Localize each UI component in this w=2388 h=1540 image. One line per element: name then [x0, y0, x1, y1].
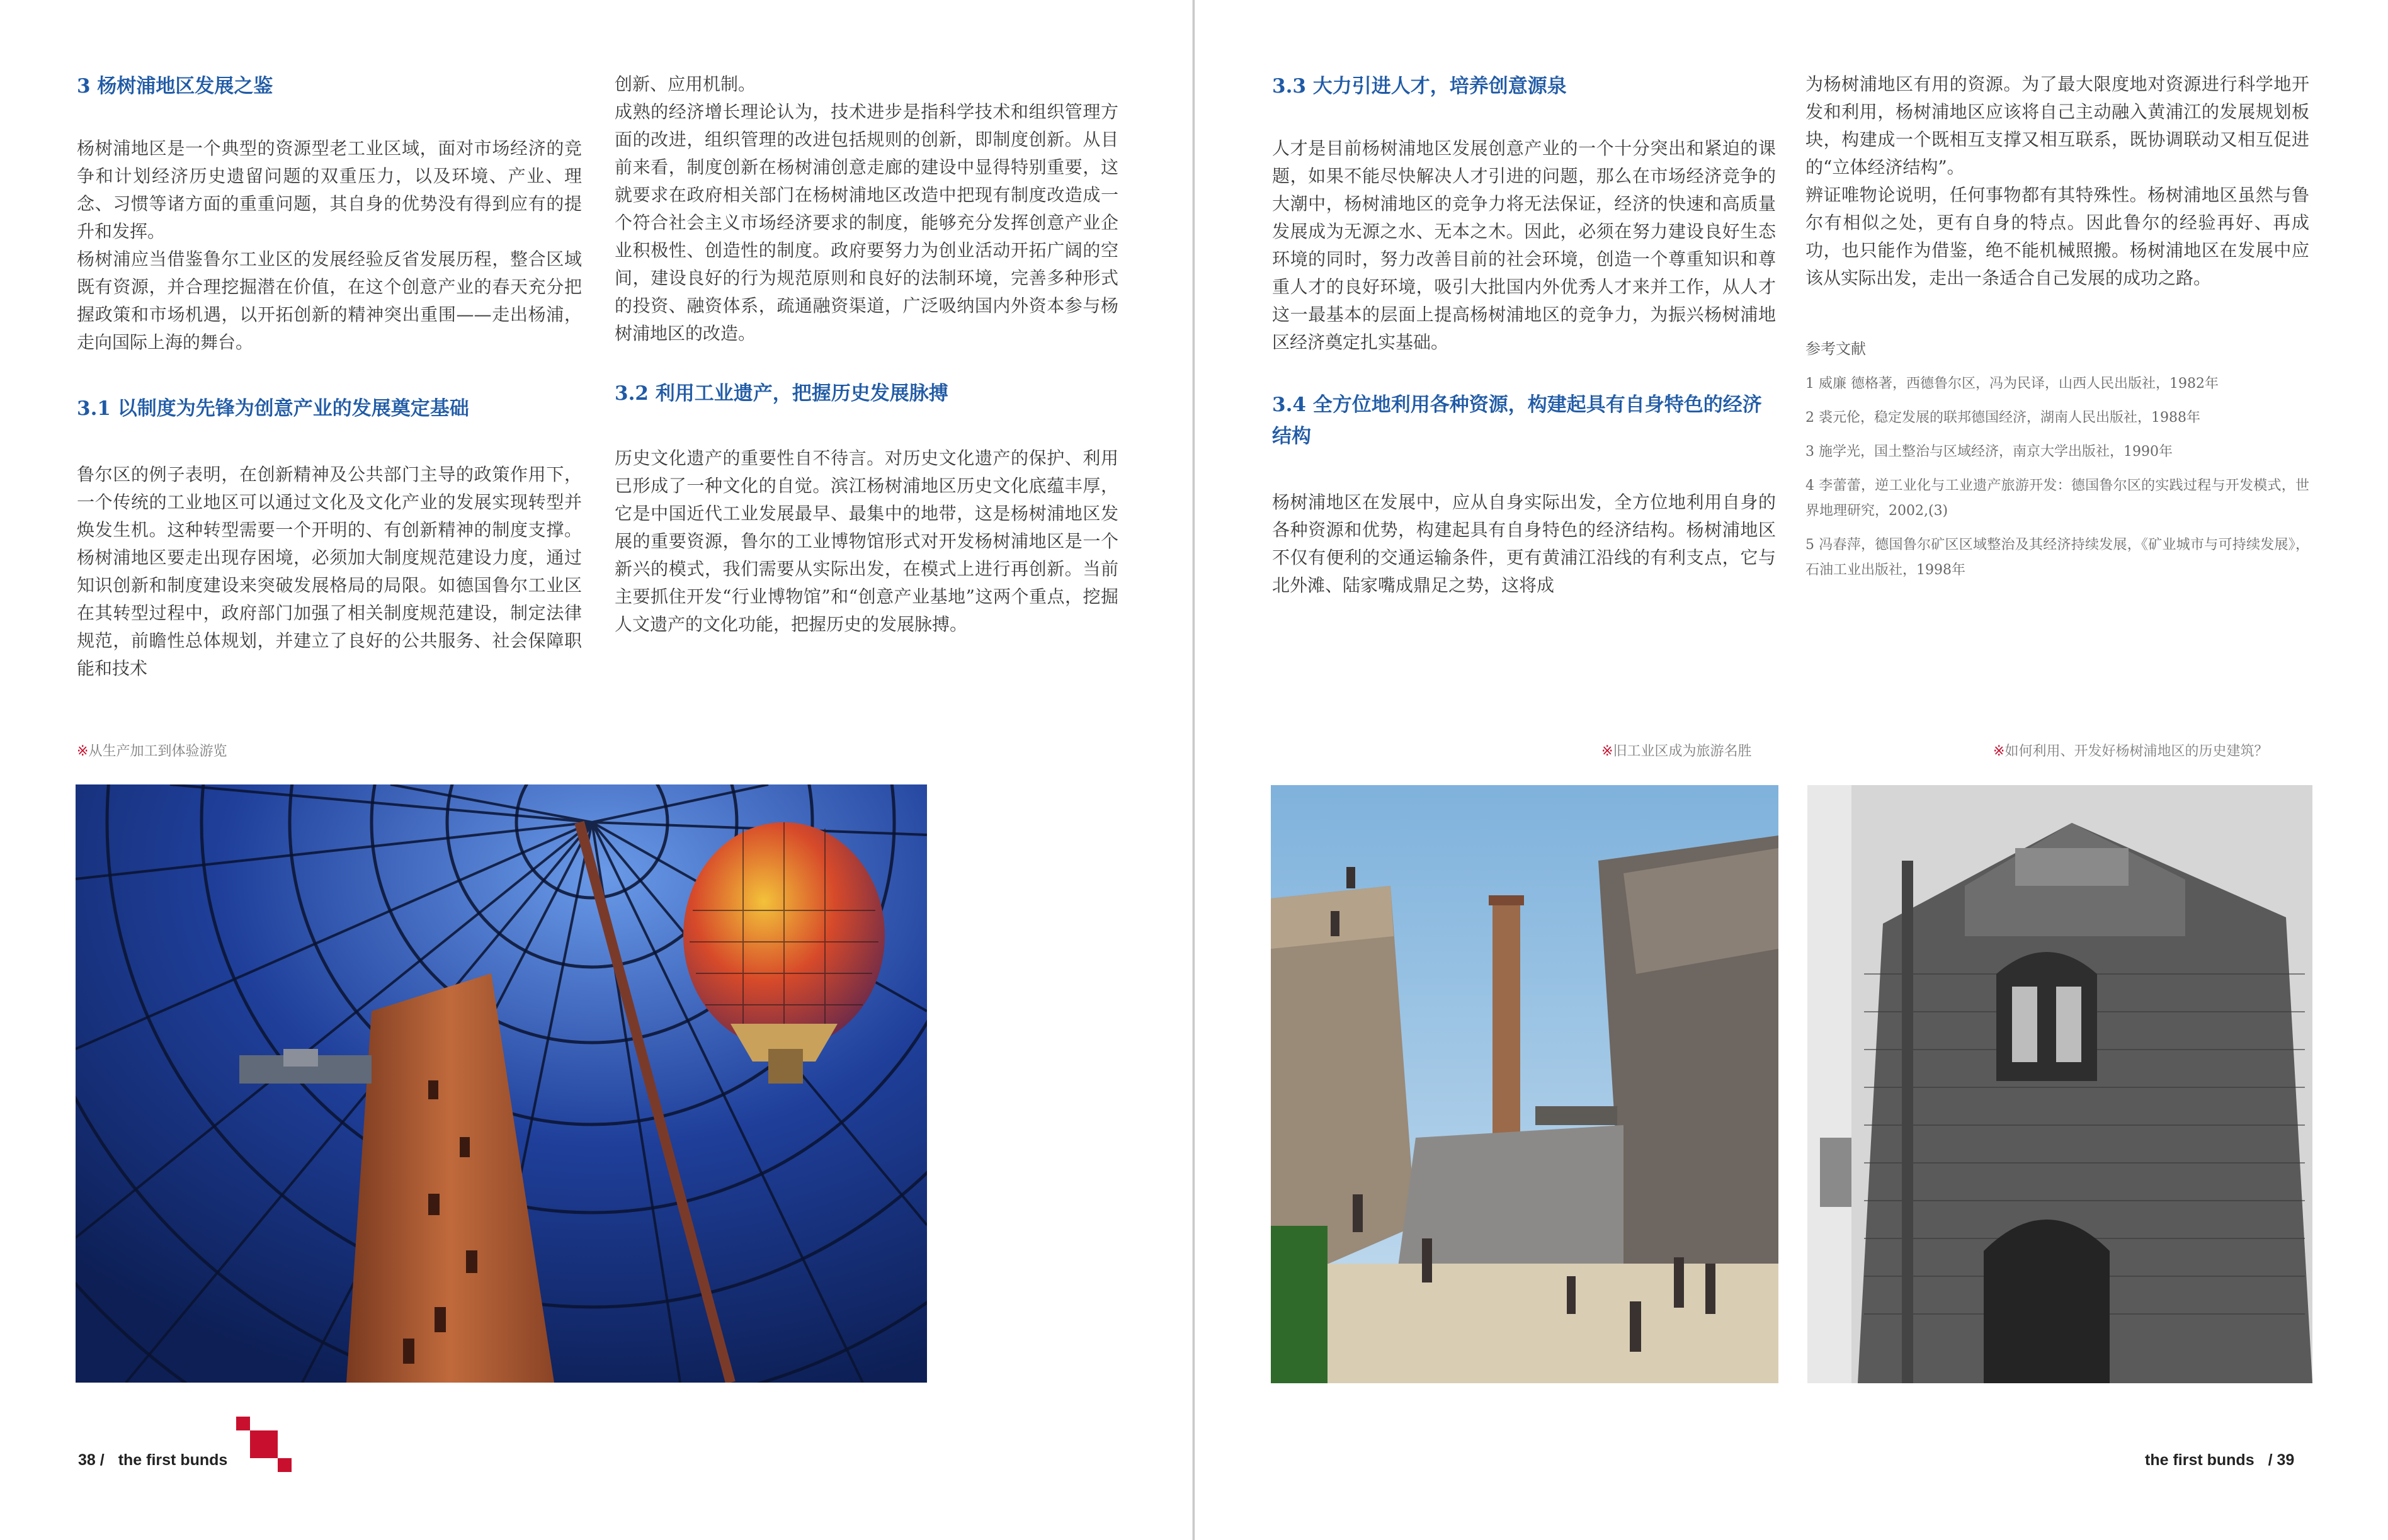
left-column-1 [77, 71, 582, 682]
column-2-lead-line: 创新、应用机制。 [615, 74, 756, 94]
photo-industrial-ruins-tourists [1271, 785, 1778, 1383]
reference-item: 2 裘元伦，稳定发展的联邦德国经济，湖南人民出版社，1988年 [1805, 410, 2200, 426]
right-folio: the first bunds / 39 [2145, 1451, 2295, 1469]
references-title: 参考文献 [1805, 340, 1866, 358]
section-3-3-heading: 3.3 大力引进人才，培养创意源泉 [1272, 75, 1567, 98]
section-3-2-heading: 3.2 利用工业遗产，把握历史发展脉搏 [615, 382, 948, 405]
section-3-1-paragraph: 鲁尔区的例子表明，在创新精神及公共部门主导的政策作用下，一个传统的工业地区可以通过文化及文化产业的发展实现转型并焕发生机。这种转型需要一个开明的、有创新精神的制度支撑。杨树浦地区要走出现存困境，必须加大制度规范建设力度，通过知识创新和制度建设来突破发展格局的局限。如德国鲁尔工业区在其转型过程中，政府部门加强了相关制度规范建设，制定法律规范，前瞻性总体规划，并建立了良好的公共服务、社会保障职能和技术 [77, 464, 582, 679]
section-3-3-paragraph: 人才是目前杨树浦地区发展创意产业的一个十分突出和紧迫的课题，如果不能尽快解决人才引进的问题，那么在市场经济竞争的大潮中，杨树浦地区的竞争力将无法保证，经济的快速和高质量发展成为无源之水、无本之木。因此，必须在努力建设良好生态环境的同时，努力改善目前的社会环境，创造一个尊重知识和尊重人才的良好环境，吸引大批国内外优秀人才来并工作，从人才这一最基本的层面上提高杨树浦地区的竞争力，为振兴杨树浦地区经济奠定扎实基础。 [1272, 138, 1776, 353]
reference-item: 1 威廉 德格著，西德鲁尔区，冯为民译，山西人民出版社，1982年 [1805, 376, 2219, 392]
section-3-paragraph-1: 杨树浦地区是一个典型的资源型老工业区域，面对市场经济的竞争和计划经济历史遗留问题的双重压力，以及环境、产业、理念、习惯等诸方面的重重问题，其自身的优势没有得到应有的提升和发挥。 [77, 138, 582, 242]
dialectic-paragraph: 辨证唯物论说明，任何事物都有其特殊性。杨树浦地区虽然与鲁尔有相似之处，更有自身的特点。因此鲁尔的经验再好、再成功，也只能作为借鉴，绝不能机械照搬。杨树浦地区在发展中应该从实际出发，走出一条适合自己发展的成功之路。 [1805, 184, 2309, 288]
reference-item: 4 李蕾蕾，逆工业化与工业遗产旅游开发：德国鲁尔区的实践过程与开发模式，世界地理研究，2002,(3) [1805, 478, 2309, 519]
caption-production-to-tourism: ※从生产加工到体验游览 [77, 744, 227, 759]
right-column-1 [1272, 71, 1776, 599]
right-page [1195, 0, 2388, 1540]
left-page [0, 0, 1193, 1540]
reference-item: 3 施学光，国土整治与区域经济，南京大学出版社，1990年 [1805, 444, 2173, 460]
left-column-2 [615, 71, 1118, 638]
section-3-2-paragraph: 历史文化遗产的重要性自不待言。对历史文化遗产的保护、利用已形成了一种文化的自觉。滨江杨树浦地区历史文化底蕴丰厚，它是中国近代工业发展最早、最集中的地带，这是杨树浦地区发展的重要资源，鲁尔的工业博物馆形式对开发杨树浦地区是一个新兴的模式，我们需要从实际出发，在模式上进行再创新。当前主要抓住开发“行业博物馆”和“创意产业基地”这两个重点，挖掘人文遗产的文化功能，把握历史的发展脉搏。 [615, 448, 1118, 635]
magazine-logo-icon [236, 1417, 298, 1480]
photo-glass-dome-shot-tower [76, 784, 927, 1383]
section-3-4-paragraph: 杨树浦地区在发展中，应从自身实际出发，全方位地利用自身的各种资源和优势，构建起具有自身特色的经济结构。杨树浦地区不仅有便利的交通运输条件，更有黄浦江沿线的有利支点，它与北外滩、陆家嘴成鼎足之势，这将成 [1272, 492, 1776, 596]
right-column-2 [1805, 71, 2309, 583]
references-list [1805, 371, 2309, 583]
resource-paragraph: 为杨树浦地区有用的资源。为了最大限度地对资源进行科学地开发和利用，杨树浦地区应该将自己主动融入黄浦江的发展规划板块，构建成一个既相互支撑又相互联系，既协调联动又相互促进的“立体经济结构”。 [1805, 74, 2309, 178]
left-folio: 38 / the first bunds [78, 1451, 228, 1469]
reference-item: 5 冯春萍，德国鲁尔矿区区域整治及其经济持续发展，《矿业城市与可持续发展》，石油工业出版社，1998年 [1805, 537, 2309, 578]
section-3-4-heading: 3.4 全方位地利用各种资源，构建起具有自身特色的经济结构 [1272, 393, 1762, 448]
photo-historic-brick-building [1807, 785, 2312, 1383]
growth-theory-paragraph: 成熟的经济增长理论认为，技术进步是指科学技术和组织管理方面的改进，组织管理的改进包括规则的创新，即制度创新。从目前来看，制度创新在杨树浦创意走廊的建设中显得特别重要，这就要求在政府相关部门在杨树浦地区改造中把现有制度改造成一个符合社会主义市场经济要求的制度，能够充分发挥创意产业企业积极性、创造性的制度。政府要努力为创业活动开拓广阔的空间，建设良好的行为规范原则和良好的法制环境，完善多种形式的投资、融资体系，疏通融资渠道，广泛吸纳国内外资本参与杨树浦地区的改造。 [615, 101, 1118, 344]
caption-historic-buildings: ※如何利用、开发好杨树浦地区的历史建筑？ [1993, 744, 2268, 759]
section-3-heading: 3 杨树浦地区发展之鉴 [77, 75, 273, 98]
caption-old-industrial-tourism: ※旧工业区成为旅游名胜 [1601, 744, 1752, 759]
section-3-paragraph-2: 杨树浦应当借鉴鲁尔工业区的发展经验反省发展历程，整合区域既有资源，并合理挖掘潜在价值，在这个创意产业的春天充分把握政策和市场机遇，以开拓创新的精神突出重围——走出杨浦，走向国际上海的舞台。 [77, 249, 582, 353]
section-3-1-heading: 3.1 以制度为先锋为创意产业的发展奠定基础 [77, 397, 469, 420]
